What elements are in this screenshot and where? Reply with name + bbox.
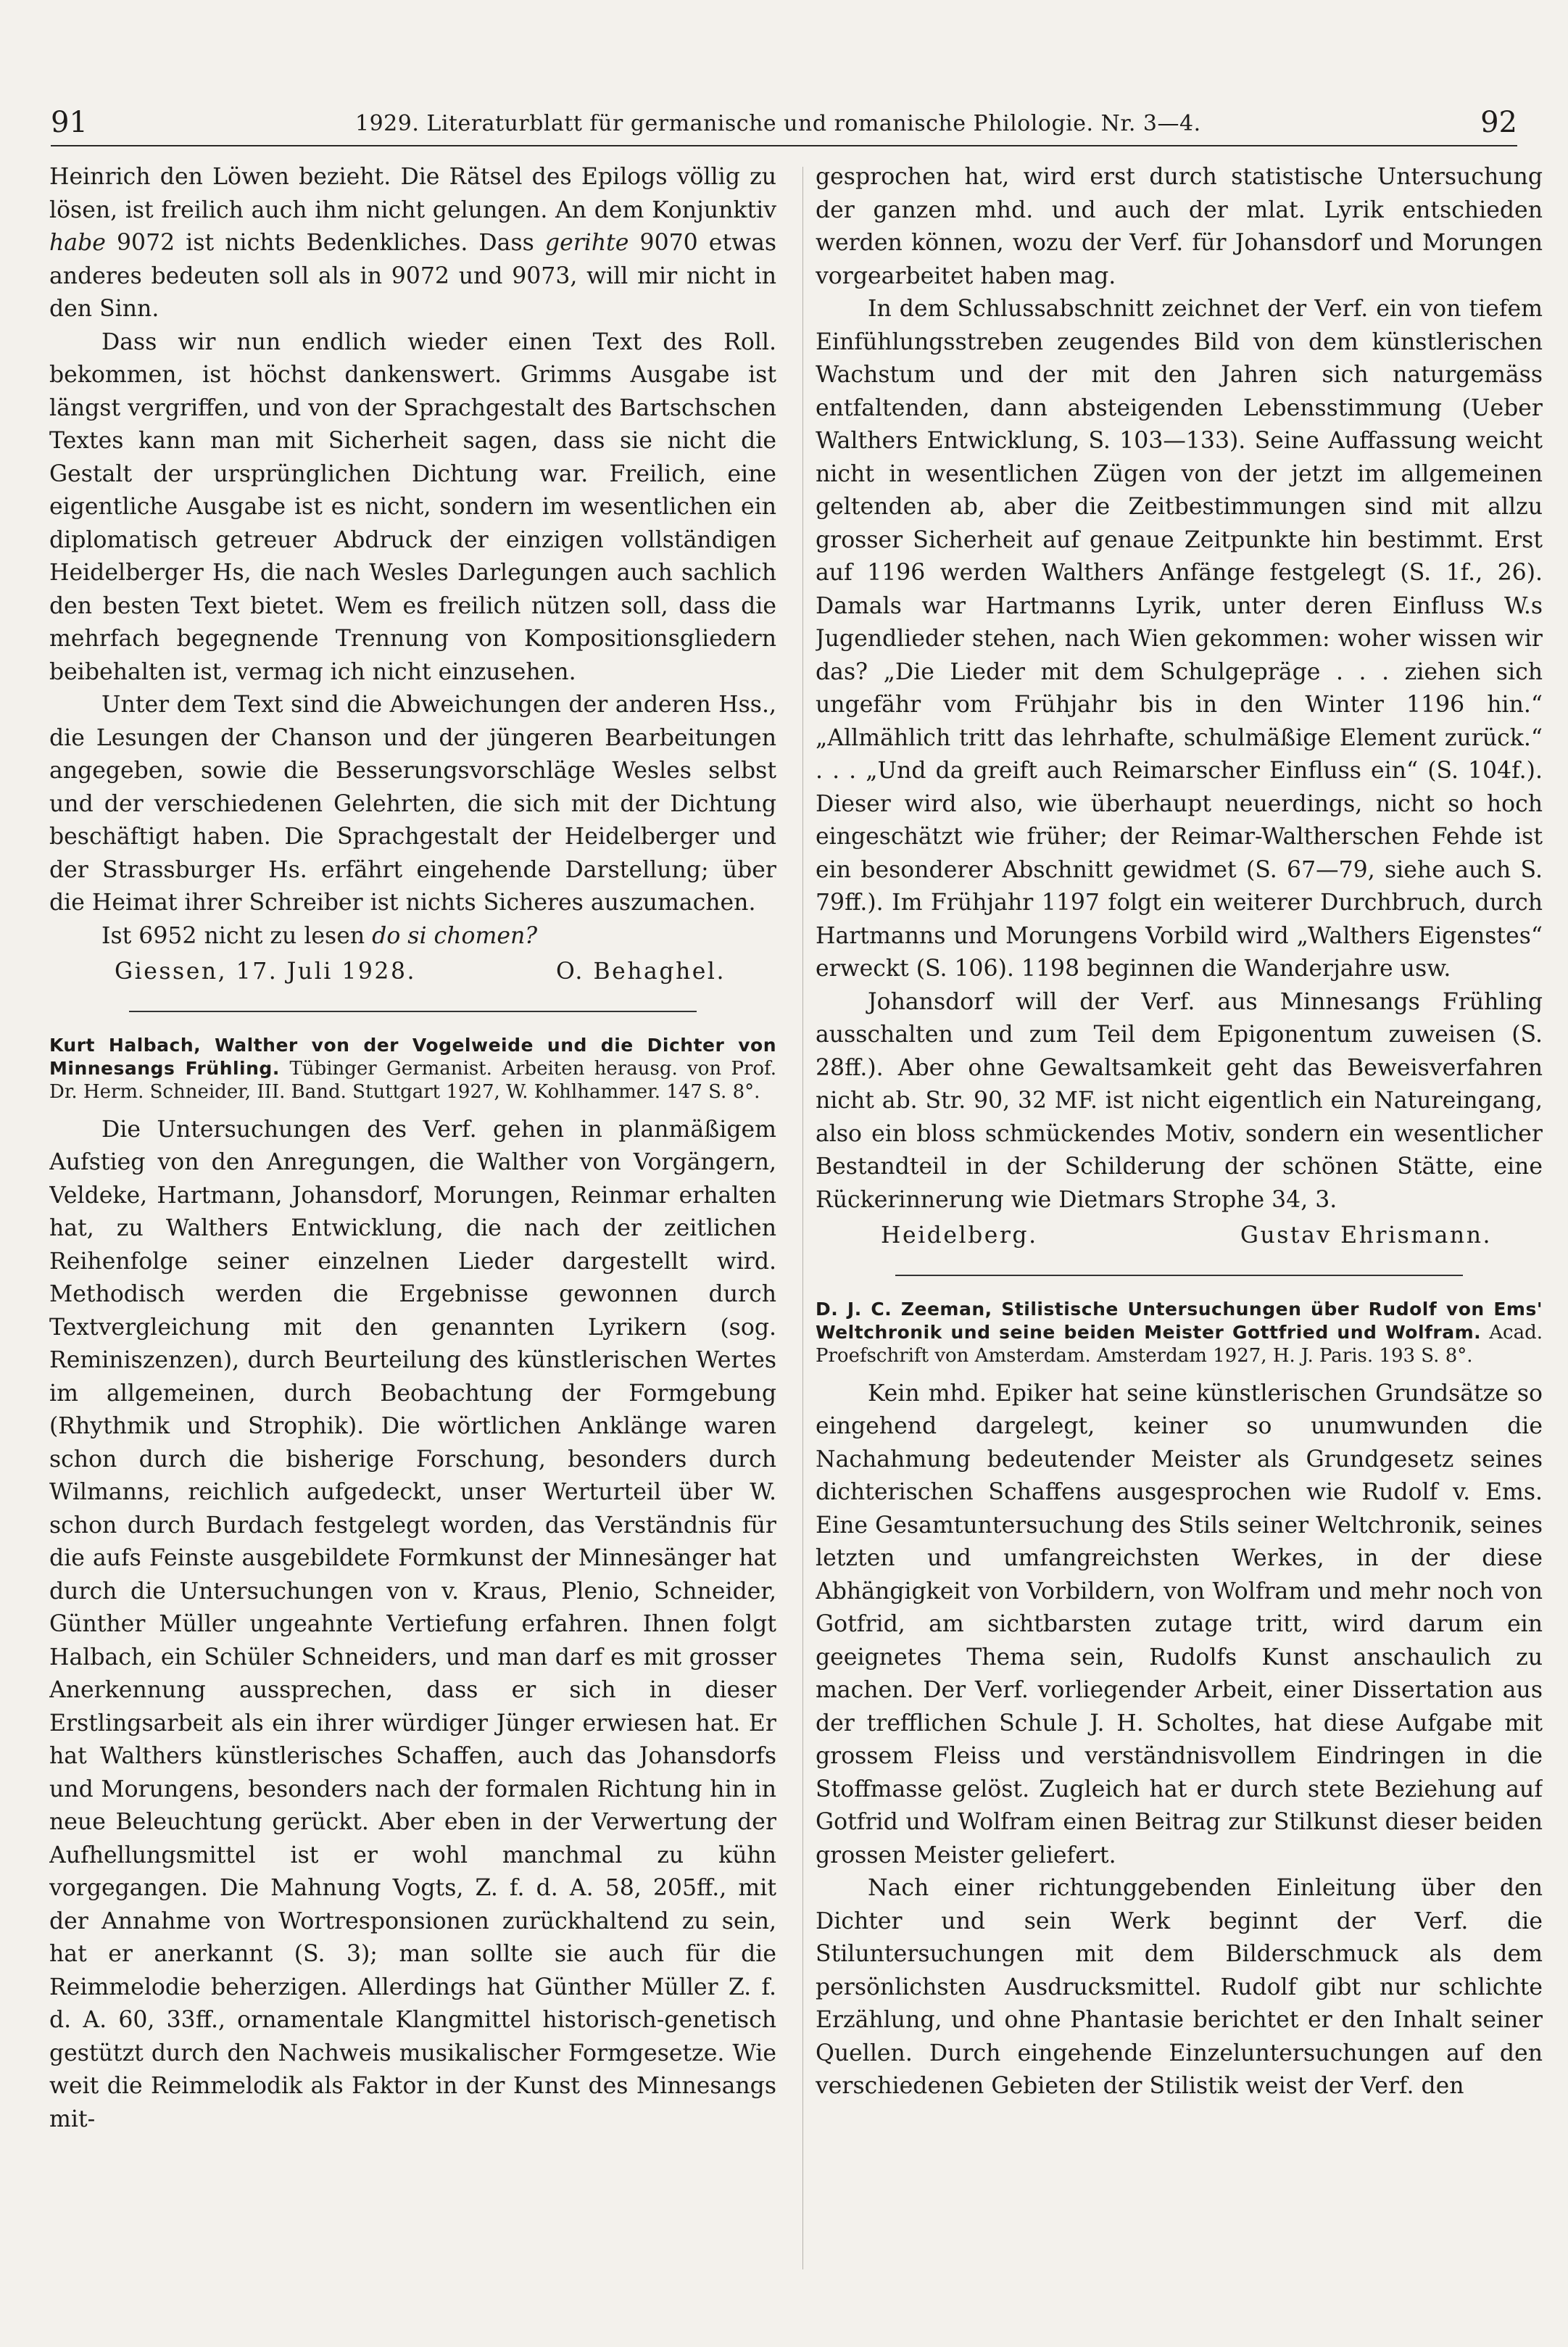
- page-number-left: 91: [51, 106, 88, 139]
- review-bibliography: Kurt Halbach, Walther von der Vogelweide und die Dichter von Minnesangs Frühling.: [49, 1034, 776, 1079]
- paragraph: Heinrich den Löwen bezieht. Die Rätsel des Epilogs völlig zu lösen, ist freilich auch ihm nicht gelungen. An dem Konjunktiv habe 9072 ist nichts Bedenkliches. Dass gerihte 9070 etwas anderes bedeuten soll als in 9072 und 9073, will mir nicht in den Sinn.: [49, 164, 776, 322]
- running-title: 1929. Literaturblatt für germanische und romanische Philologie. Nr. 3—4.: [355, 111, 1201, 136]
- paragraph: In dem Schlussabschnitt zeichnet der Verf. ein von tiefem Einfühlungsstreben zeugendes Bild von dem künstlerischen Wachstum und der mit den Jahren sich naturgemäss entfaltenden, dann absteigenden Lebensstimmung (Ueber Walthers Entwicklung, S. 103—133). Seine Auffassung weicht nicht in wesentlichen Zügen von der jetzt im allgemeinen geltenden ab, aber die Zeitbestimmungen sind mit allzu grosser Sicherheit auf genaue Zeitpunkte hin bestimmt. Erst auf 1196 werden Walthers Anfänge festgelegt (S. 1f., 26). Damals war Hartmanns Lyrik, unter deren Einfluss W.s Jugendlieder stehen, nach Wien gekommen: woher wissen wir das? „Die Lieder mit dem Schulgepräge . . . ziehen sich ungefähr vom Frühjahr bis in den Winter 1196 hin.“ „Allmählich tritt das lehrhafte, schulmäßige Element zurück.“ . . . „Und da greift auch Reimarscher Einfluss ein“ (S. 104f.). Dieser wird also, wie überhaupt neuerdings, nicht so hoch eingeschätzt wie früher; der Reimar-Waltherschen Fehde ist ein besonderer Abschnitt gewidmet (S. 67—79, siehe auch S. 79ff.). Im Frühjahr 1197 folgt ein weiterer Durchbruch, durch Hartmanns und Morungens Vorbild wird „Walthers Eigenstes“ erweckt (S. 106). 1198 beginnen die Wanderjahre usw.: [816, 296, 1543, 982]
- paragraph: gesprochen hat, wird erst durch statistische Untersuchung der ganzen mhd. und auch der mlat. Lyrik entschieden werden können, wozu der Verf. für Johansdorf und Morungen vorgearbeitet haben mag.: [816, 164, 1543, 289]
- column-divider: [802, 167, 803, 2269]
- signature-name: O. Behaghel.: [555, 959, 726, 985]
- paragraph: Ist 6952 nicht zu lesen do si chomen?: [101, 922, 538, 949]
- paragraph: Dass wir nun endlich wieder einen Text des Roll. bekommen, ist höchst dankenswert. Grimms Ausgabe ist längst vergriffen, und von der Sprachgestalt des Bartschschen Textes kann man mit Sicherheit sagen, dass sie nicht die Gestalt der ursprünglichen Dichtung war. Freilich, eine eigentliche Ausgabe ist es nicht, sondern im wesentlichen ein diplomatisch getreuer Abdruck der einzigen vollständigen Heidelberger Hs, die nach Wesles Darlegungen auch sachlich den besten Text bietet. Wem es freilich nützen soll, dass die mehrfach begegnende Trennung von Kompositionsgliedern beibehalten ist, vermag ich nicht einzusehen.: [49, 328, 776, 685]
- column-left: [49, 161, 776, 2300]
- page-header: [51, 80, 1517, 146]
- paragraph: Unter dem Text sind die Abweichungen der anderen Hss., die Lesungen der Chanson und der jüngeren Bearbeitungen angegeben, sowie die Besserungsvorschläge Wesles selbst und der verschiedenen Gelehrten, die sich mit der Dichtung beschäftigt haben. Die Sprachgestalt der Heidelberger und der Strassburger Hs. erfährt eingehende Darstellung; über die Heimat ihrer Schreiber ist nichts Sicheres auszumachen.: [49, 692, 776, 916]
- signature-name: Gustav Ehrismann.: [1240, 1222, 1492, 1249]
- review-heading: [816, 1298, 1543, 1367]
- signature-place: Heidelberg.: [881, 1222, 1038, 1249]
- column-right: [816, 161, 1543, 2300]
- paragraph: Kein mhd. Epiker hat seine künstlerischen Grundsätze so eingehend dargelegt, keiner so unumwunden die Nachahmung bedeutender Meister als Grundgesetz seines dichterischen Schaffens ausgesprochen wie Rudolf v. Ems. Eine Gesamtuntersuchung des Stils seiner Weltchronik, seines letzten und umfangreichsten Werkes, in der diese Abhängigkeit von Vorbildern, von Wolfram und mehr noch von Gotfrid, am sichtbarsten zutage tritt, wird darum ein geeignetes Thema sein, Rudolfs Kunst anschaulich zu machen. Der Verf. vorliegender Arbeit, einer Dissertation aus der trefflichen Schule J. H. Scholtes, hat diese Aufgabe mit grossem Fleiss und verständnisvollem Eindringen in die Stoffmasse gelöst. Zugleich hat er durch stete Beziehung auf Gotfrid und Wolfram einen Beitrag zur Stilkunst dieser beiden grossen Meister geliefert.: [816, 1380, 1543, 1868]
- signature-place: Giessen, 17. Juli 1928.: [115, 959, 417, 985]
- review-publication: Tübinger Germanist. Arbeiten herausg. von Prof. Dr. Herm. Schneider, III. Band. Stuttgart 1927, W. Kohlhammer. 147 S. 8°.: [49, 1057, 776, 1103]
- review-heading: [49, 1034, 776, 1104]
- paragraph: Die Untersuchungen des Verf. gehen in planmäßigem Aufstieg von den Anregungen, die Walther von Vorgängern, Veldeke, Hartmann, Johansdorf, Morungen, Reinmar erhalten hat, zu Walthers Entwicklung, die nach der zeitlichen Reihenfolge seiner einzelnen Lieder dargestellt wird. Methodisch werden die Ergebnisse gewonnen durch Textvergleichung mit den genannten Lyrikern (sog. Reminiszenzen), durch Beurteilung des künstlerischen Wertes im allgemeinen, durch Beobachtung der Formgebung (Rhythmik und Strophik). Die wörtlichen Anklänge waren schon durch die bisherige Forschung, besonders durch Wilmanns, reichlich aufgedeckt, unser Werturteil über W. schon durch Burdach festgelegt worden, das Verständnis für die aufs Feinste ausgebildete Formkunst der Minnesänger hat durch die Untersuchungen von v. Kraus, Plenio, Schneider, Günther Müller ungeahnte Vertiefung erfahren. Ihnen folgt Halbach, ein Schüler Schneiders, und man darf es mit grosser Anerkennung aussprechen, dass er sich in dieser Erstlingsarbeit als ein ihrer würdiger Jünger erwiesen hat. Er hat Walthers künstlerisches Schaffen, auch das Johansdorfs und Morungens, besonders nach der formalen Richtung hin in neue Beleuchtung gerückt. Aber eben in der Verwertung der Aufhellungsmittel ist er wohl manchmal zu kühn vorgegangen. Die Mahnung Vogts, Z. f. d. A. 58, 205ff., mit der Annahme von Wortresponsionen zurückhaltend zu sein, hat er anerkannt (S. 3); man sollte sie auch für die Reimmelodie beherzigen. Allerdings hat Günther Müller Z. f. d. A. 60, 33ff., ornamentale Klangmittel historisch-genetisch gestützt durch den Nachweis musikalischer Formgesetze. Wie weit die Reimmelodik als Faktor in der Kunst des Minnesangs mit-: [49, 1116, 776, 2132]
- paragraph: Nach einer richtunggebenden Einleitung über den Dichter und sein Werk beginnt der Verf. die Stiluntersuchungen mit dem Bilderschmuck als dem persönlichsten Ausdrucksmittel. Rudolf gibt nur schlichte Erzählung, und ohne Phantasie berichtet er den Inhalt seiner Quellen. Durch eingehende Einzeluntersuchungen auf den verschiedenen Gebieten der Stilistik weist der Verf. den: [816, 1875, 1543, 2099]
- review-bibliography: D. J. C. Zeeman, Stilistische Untersuchungen über Rudolf von Ems' Weltchronik und seine beiden Meister Gottfried und Wolfram.: [816, 1298, 1543, 1343]
- signature: [49, 956, 776, 989]
- page-number-right: 92: [1480, 106, 1517, 139]
- paragraph: Johansdorf will der Verf. aus Minnesangs Frühling ausschalten und zum Teil dem Epigonentum zuweisen (S. 28ff.). Aber ohne Gewaltsamkeit geht das Beweisverfahren nicht ab. Str. 90, 32 MF. ist nicht eigentlich ein Natureingang, also ein bloss schmückendes Motiv, sondern ein wesentlicher Bestandteil in der Schilderung der schönen Stätte, eine Rückerinnerung wie Dietmars Strophe 34, 3.: [816, 988, 1543, 1213]
- review-publication: Acad. Proefschrift von Amsterdam. Amsterdam 1927, H. J. Paris. 193 S. 8°.: [816, 1321, 1543, 1367]
- section-separator: [129, 1011, 696, 1012]
- section-separator: [895, 1275, 1462, 1276]
- signature: [816, 1220, 1543, 1253]
